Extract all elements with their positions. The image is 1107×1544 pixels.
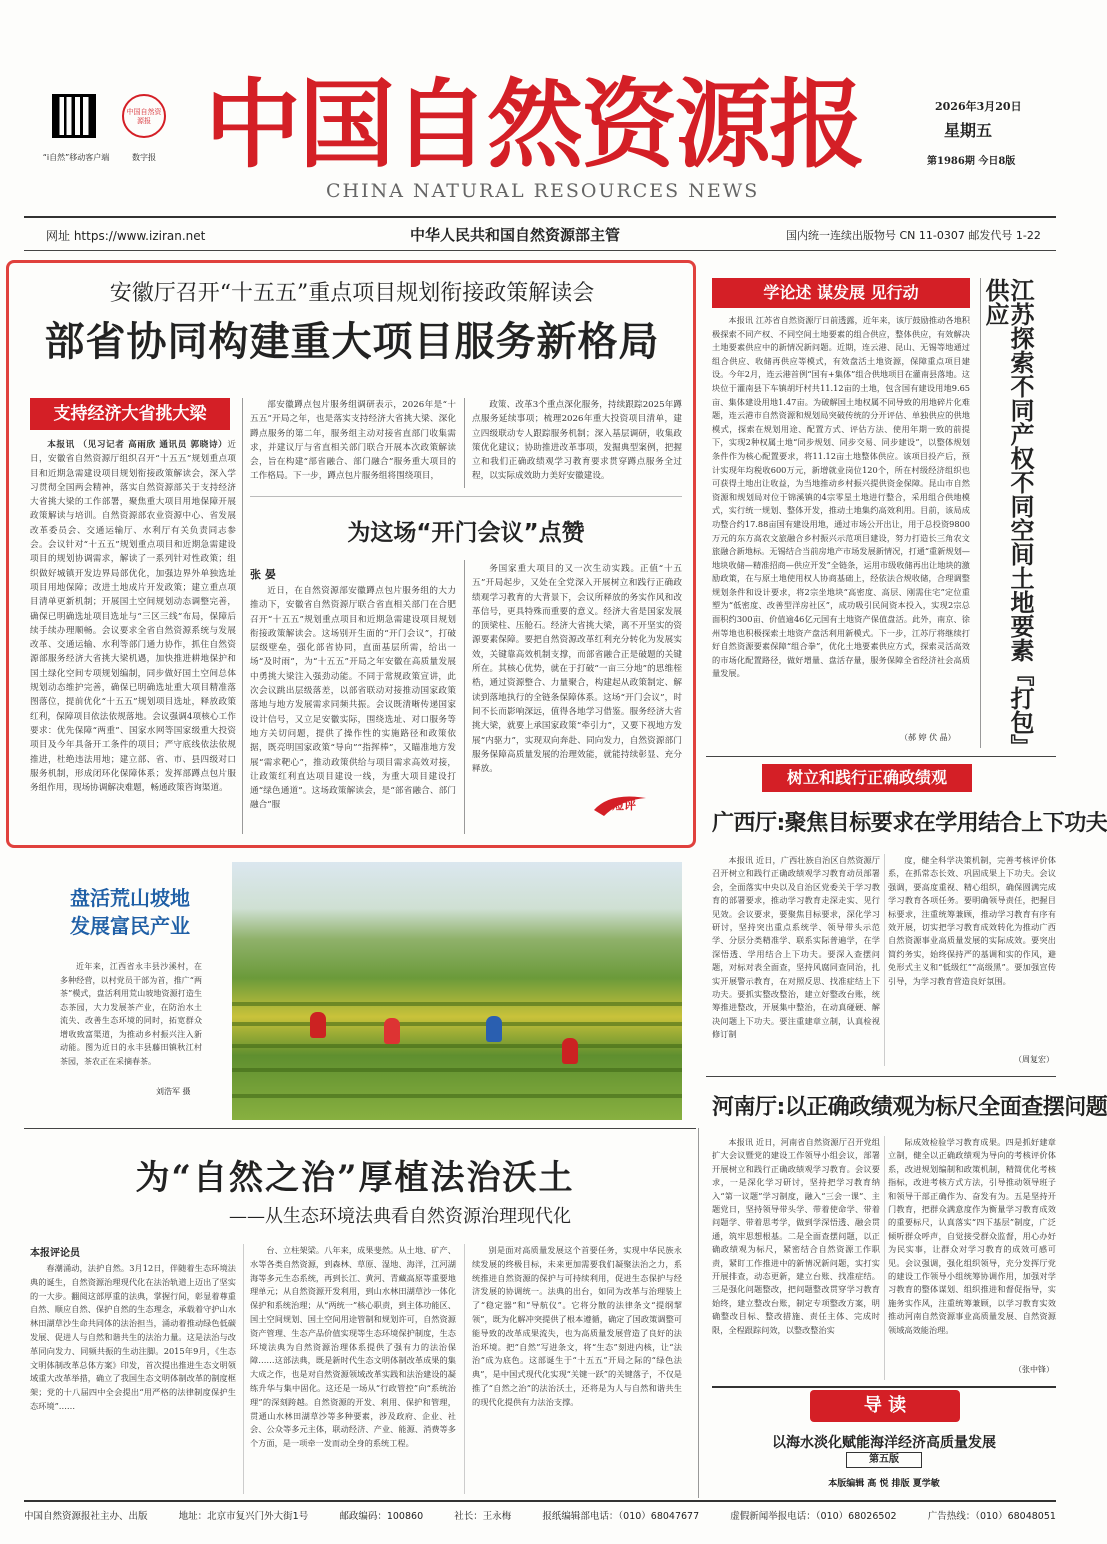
- feature-headline: 为“自然之治”厚植法治沃土: [135, 1158, 575, 1198]
- conduct-banner: 树立和践行正确政绩观: [762, 764, 972, 792]
- lead-kicker: 安徽厅召开“十五五”重点项目规划衔接政策解读会: [109, 281, 595, 306]
- badge-label: 短评: [612, 798, 637, 812]
- commentary-column-1: [250, 584, 456, 828]
- commentary-badge: [590, 788, 650, 822]
- henan-headline: 河南厅:以正确政绩观为标尺全面查摆问题: [712, 1095, 1107, 1120]
- feature-column-2: [250, 1244, 456, 1492]
- lead-headline: 部省协同构建重大项目服务新格局: [44, 319, 660, 365]
- tea-picker: [384, 1018, 400, 1044]
- commentary-text-2: 务国家重大项目的又一次生动实践。正值“十五五”开局起步，又处在全党深入开展树立和践行正确政绩观学习教育的大背景下，会议所释放的务实作风和改革信号，更具特殊而重要的意义。经济大省是国家发展的顶梁柱、压舱石。经济大省挑大梁，离不开坚实的资源要素保障。要把自然资源改革红利充分转化为发展实效，关键靠高效机制支撑，而部省融合正是破题的关键所在。其核心优势，就在于打破“一亩三分地”的思维桎梏，通过资源整合、力量聚合，构建起从政策制定、解读到落地执行的全链条保障体系。这场“开门会议”，时间不长而影响深远，值得各地学习借鉴。服务经济大省挑大梁，就要上承国家政策“牵引力”，又要下视地方发展“内驱力”，实现双向奔赴、同向发力，自然资源部门服务保障高质量发展的治理效能，就能持续彰显、充分释放。: [472, 564, 682, 775]
- footer-ad-phone: 广告热线：（010）68048051: [927, 1511, 1056, 1522]
- newspaper-title: 中国自然资源报: [205, 68, 863, 181]
- lead-column-2: [250, 398, 456, 488]
- seal-label: 数字报: [132, 153, 156, 162]
- henan-text-1: 本报讯 近日，河南省自然资源厅召开党组扩大会议暨党的建设工作领导小组会议，部署开展树立和践行正确政绩观学习教育。会议要求，一是深化学习研讨，坚持把学习教育纳入“第一议题”学习制度，融入“三会一课”、主题党日，坚持领导带头学、带着使命学、带着问题学、带着思考学，做到学深悟透、融会贯通，筑牢思想根基。二是全面查摆问题，以正确政绩观为标尺，紧密结合自然资源工作职责，紧盯工作推进中的新情况新问题，实打实开展排查，动态更新，建立台账、找准症结。三是强化问题整改，把问题整改贯穿学习教育始终，建立整改台账，制定专项整改方案，明确整改目标、整改措施、责任主体、完成时限，全程跟踪问效，以整改整治实: [712, 1137, 880, 1335]
- feature-column-1: [30, 1262, 236, 1492]
- jiangsu-credit: （郝 婷 伏 晶）: [900, 733, 956, 742]
- footer-publisher: 中国自然资源报社主办、出版: [24, 1511, 148, 1522]
- guangxi-headline: 广西厅:聚焦目标要求在学用结合上下功夫: [712, 811, 1107, 836]
- english-title: CHINA NATURAL RESOURCES NEWS: [326, 180, 760, 202]
- commentary-author: 张 晏: [250, 568, 276, 581]
- photo-credit: 刘浩军 摄: [156, 1087, 191, 1096]
- guide-page: 第五版: [869, 1454, 899, 1465]
- tea-picker: [562, 1038, 578, 1064]
- feature-text-2: 台、立柱架梁。八年来，成果斐然。从土地、矿产、水等各类自然资源，到森林、草原、湿地、海洋，江河湖海等多元生态系统，再到长江、黄河、青藏高原等重要地理单元；从自然资源开发利用，到山水林田湖草沙一体化保护和系统治理；从“两统一”核心职责，到主体功能区、国土空间规划、国土空间用途管制和规划许可，自然资源资产管理、生态产品价值实现等生态环境保护制度，生态环境法典为自然资源治理体系提供了强有力的法治保障……这部法典，既是新时代生态文明体制改革成果的集大成之作，也是对自然资源领域改革实践和法治建设的凝练升华与集中固化。这还是一场从“行政管控”向“系统治理”的深刻跨越。自然资源的开发、利用、保护和管理，贯通山水林田湖草沙等多种要素，涉及政府、企业、社会、公众等多元主体，联动经济、产业、能源、消费等多个方面，是一项牵一发而动全身的系统工程。: [250, 1245, 456, 1449]
- right-banner: 学论述 谋发展 见行动: [712, 278, 970, 308]
- issue-date: 2026年3月20日: [935, 100, 1022, 113]
- guide-page-box[interactable]: [846, 1452, 922, 1468]
- photo-title-2: 发展富民产业: [70, 914, 190, 938]
- lead-text-1: 近日，安徽省自然资源厅组织召开“十五五”规划重点项目和近期急需建设项目规划衔接政策解读会，深入学习贯彻全国两会精神，落实自然资源部关于支持经济大省挑大梁的工作部署，聚焦重大项目用地保障开展政策解读与培训。自然资源部农业资源中心、省发展改革委员会、交通运输厅、水利厅有关负责同志参会。会议针对“十五五”规划重点项目和近期急需建设项目的规划协调需求，解读了一系列针对性政策；组织做好城镇开发边界局部优化，加强边界外单独选址项目用地保障；改进土地成片开发政策；建立重点项目清单更新机制；开展国土空间规划动态调整完善，确保已明确选址项目选址与“三区三线”布局，保障后续手续办理顺畅。会议要求全省自然资源系统与发展改革、交通运输、水利等部门通力协作，抓住自然资源部服务经济大省挑大梁机遇，加快推进耕地保护和国土绿化空间专项规划编制，同步做好国土空间总体规划动态维护完善，确保已明确选址重大项目精准落图落位，提前优化“十五五”规划项目选址，释放政策红利，保障项目依法依规落地。会议强调4项核心工作要求：优先保障“两重”、国家水网等国家级重大投资项目及今年具备开工条件的项目；严守底线依法依规推进，杜绝违法用地；建立部、省、市、县四级对口服务机制，形成闭环化保障体系；发挥部蹲点包片服务组作用，现场协调解决难题，畅通政策咨询渠道。: [30, 440, 236, 794]
- guangxi-text-2: 度，健全科学决策机制，完善考核评价体系，在抓常态长效、巩固成果上下功夫。会议强调，要高度重视、精心组织，确保圆满完成学习教育各项任务。要明确领导责任，把握目标要求，注重统筹兼顾，推动学习教育有序有效开展，切实把学习教育成效转化为推动广西自然资源事业高质量发展的实际成效。要突出简约务实，始终保持严的基调和实的作风，避免形式主义和“低级红”“高级黑”。要加强宣传引导，为学习教育营造良好氛围。: [888, 855, 1056, 986]
- guangxi-credit: （周复宏）: [1014, 1055, 1054, 1064]
- commentary-text-1: 近日，在自然资源部安徽蹲点包片服务组的大力推动下，安徽省自然资源厅联合省直相关部门在合肥召开“十五五”规划重点项目和近期急需建设项目规划衔接政策解读会。这场别开生面的“开门会议”，打破层级壁垒，强化部省协同，直面基层所需，给出一场“及时雨”，为“十五五”开局之年安徽在高质量发展中勇挑大梁注入强劲动能。不同于常规政策宣讲，此次会议跳出层级落差，以部省联动对接推动国家政策落地与地方发展需求同频共振。会议既清晰传递国家设计信号，又立足安徽实际，围绕选址、对口服务等地方关切问题，提供了操作性的实施路径和政策依据，既亮明国家政策“导向”“指挥棒”，又瞄准地方发展“需求靶心”，推动政策供给与项目需求高效对接，让政策红利直达项目建设一线，为重大项目建设打通“绿色通道”。这场政策解读会，是“部省融合、部门融合”服: [250, 586, 456, 811]
- lead-byline: 本报讯 （见习记者 高雨欣 通讯员 郭晓诗）: [47, 440, 228, 450]
- qr-code[interactable]: [52, 94, 96, 138]
- digital-edition-seal[interactable]: [122, 94, 166, 138]
- commentary-column-2: [472, 562, 682, 828]
- guide-label: 导 读: [810, 1390, 960, 1422]
- photo-caption-text: 近年来，江西省永丰县沙溪村，在多种经营，以村党员干部为首，推广“两茶”模式，盘活利用荒山坡地资源打造生态茶园，大力发展茶产业，在防治水土流失、改善生态环境的同时，拓宽群众增收致富渠道，为推动乡村振兴注入新动能。图为近日的永丰县藤田镇秋江村茶园，茶农正在采摘春茶。: [60, 962, 202, 1066]
- henan-column-2: [888, 1136, 1056, 1368]
- guangxi-column-2: [888, 854, 1056, 1054]
- website-url[interactable]: 网址 https://www.iziran.net: [46, 229, 206, 243]
- henan-credit: （张中锋）: [1014, 1365, 1054, 1374]
- footer-president: 社长：王永梅: [454, 1511, 512, 1522]
- seal-text: 中国自然资源报: [126, 108, 162, 125]
- section-label: 支持经济大省挑大梁: [30, 398, 230, 430]
- qr-label: “i自然”移动客户端: [42, 153, 110, 162]
- feature-text-1: 春潮涌动，法护自然。3月12日，伴随着生态环境法典的诞生，自然资源治理现代化在法治轨道上迈出了坚实的一大步。翻阅这部厚重的法典，掌握行间，彰显着尊重自然、顺应自然、保护自然的生态理念，承载着守护山水林田湖草沙生命共同体的法治担当，涌动着推动绿色低碳发展、促进人与自然和谐共生的法治力量。这是法治与改革同向发力、同频共振的生动注脚。2015年9月，《生态文明体制改革总体方案》印发，首次提出推进生态文明领域重大改革举措，确立了我国生态文明体制改革的制度框架；党的十八届四中全会提出“用严格的法律制度保护生态环境”……: [30, 1263, 236, 1411]
- issue-number: 第1986期 今日8版: [927, 156, 1016, 167]
- tea-picker: [310, 1012, 326, 1038]
- photo-title-1: 盘活荒山坡地: [70, 886, 190, 910]
- footer-postcode: 邮政编码：100860: [339, 1511, 424, 1522]
- tea-picker: [486, 1016, 502, 1042]
- feature-subhead: ——从生态环境法典看自然资源治理现代化: [229, 1206, 571, 1227]
- footer-report-phone: 虚假新闻举报电话：（010）68026502: [730, 1511, 897, 1522]
- feature-text-3: 别是面对高质量发展这个首要任务，实现中华民族永续发展的终极目标，未来更加需要我们凝聚法治之力，系统推进自然资源的保护与可持续利用，促进生态保护与经济发展的协调统一。法典的出台，如同为改革与治理装上了“稳定器”和“导航仪”。它将分散的法律条文“提纲挈领”，既为化解冲突提供了根本遵循，确定了国政策调整可能导致的改革成果流失，也为高质量发展营造了良好的法治环境。把“自然”写进条文，将“生态”刻进内核，让“法治”成为底色。这部诞生于“十五五”开局之际的“绿色法典”，是中国式现代化实现“关键一跃”的关键落子，不仅是推了“自然之治”的法治沃土，还将是为人与自然和谐共生的现代化提供有力法治支撑。: [472, 1245, 682, 1407]
- photo-caption: [60, 960, 202, 1080]
- footer-editorial-phone: 报纸编辑部电话：（010）68047677: [542, 1511, 700, 1522]
- guangxi-column-1: [712, 854, 880, 1070]
- sponsor: 中华人民共和国自然资源部主管: [410, 226, 621, 244]
- page-editors: 本版编辑 高 悦 排版 夏学敏: [828, 1479, 940, 1489]
- issue-weekday: 星期五: [944, 121, 993, 140]
- jiangsu-text: 本报讯 江苏省自然资源厅日前透露，近年来，该厅鼓励推动各地积极探索不同产权、不同空间土地要素的组合供应，整体供应，有效解决土地要素供应中的新情况新问题。近期，连云港、昆山、无锡等地通过组合供应、收储再供应等模式，有效盘活土地资源，保障重点项目建设。今年2月，连云港首例“国有+集体”组合供地项目在灌南县落地。这块位于灌南县下车镇胡圩村共11.12亩的土地，包含国有建设用地9.65亩、集体建设用地1.47亩。为破解国土地权属不同导致的用地碎片化难题，连云港市自然资源和规划局突破传统的分开评估、单独供应的供地模式，探索在规划用途、配置方式、评估方法、使用年期一致的前提下，实现2种权属土地“同步规划、同步交易、同步建设”，以整体规划条件作为核心配置要求，将11.12亩土地整体供应。该项目投产后，预计实现年均税收600万元，新增就业岗位120个，所在村级经济组织也可获得土地出让收益，为当地推动乡村振兴提供资金保障。昆山市自然资源和规划局对位于锦溪镇的4宗零星土地进行整合，采用组合供地模式，实行统一规划、整体开发，推动土地集约高效利用。目前，该局成功整合约17.88亩国有建设用地，通过市场公开出让，用于总投资9800万元的东方高农文旅融合乡村振兴示范项目建设，努力打造长三角农文旅融合新地标。无锡结合当前房地产市场发展新情况，打通“重新规划—地块收储—精准招商—供应开发”全链条，运用市级收储再出让地块的激励政策，在与原土地使用权人协商基础上，经依法合规收储，合理调整规划条件和设计要求，将2宗坐地块“高密度、高层、刚需住宅”定位重塑为“低密度、改善型洋房社区”，成功吸引民间资本投入，实现2宗总面积约300亩、价值逾46亿元国有土地资产保值盘活。此外，南京、徐州等地也积极探索土地资产盘活利用新模式。下一步，江苏厅将继续打好自然资源要素保障“组合拳”，优化土地要素供应方式，探索灵活高效的市场化配置路径，做好增量、盘活存量，服务保障全省经济社会高质量发展。: [712, 315, 970, 679]
- henan-text-2: 际成效检验学习教育成果。四是抓好建章立制，健全以正确政绩观为导向的考核评价体系，改进规划编制和政策机制，精简优化考核指标，改进考核方式方法，引导推动领导班子和领导干部正确作为、奋发有为。五是坚持开门教育，把群众满意度作为衡量学习教育成效的重要标尺，认真落实“四下基层”制度，广泛倾听群众呼声，自觉接受群众监督，用心办好为民实事，让群众对学习教育的成效可感可见。会议强调，强化组织领导，充分发挥厅党的建设工作领导小组统筹协调作用，加强对学习教育的整体谋划、组织推进和督促指导，实施务实作风，注重统筹兼顾，以学习教育实效推动河南自然资源事业高质量发展、自然资源领域高效能治理。: [888, 1137, 1056, 1335]
- jiangsu-article: [712, 314, 970, 730]
- footer-address: 地址：北京市复兴门外大街1号: [178, 1511, 309, 1522]
- commentary-title: 为这场“开门会议”点赞: [347, 520, 585, 546]
- henan-column-1: [712, 1136, 880, 1380]
- lead-text-2: 部安徽蹲点包片服务组调研表示，2026年是“十五五”开局之年，也是落实支持经济大省挑大梁、深化蹲点服务的第二年，服务组主动对接省直部门收集需求，并建议厅与省直相关部门联合开展本次政策解读会，旨在构建“部省融合、部门融合”服务重大项目的工作格局。下一步，蹲点包片服务组将围绕项目，: [250, 400, 456, 482]
- feature-byline: 本报评论员: [30, 1248, 80, 1259]
- guangxi-text-1: 本报讯 近日，广西壮族自治区自然资源厅召开树立和践行正确政绩观学习教育动员部署会，全面落实中央以及自治区党委关于学习教育的部署要求，推动学习教育走深走实、见行见效。会议要求，要聚焦目标要求，深化学习研讨，坚持突出重点系统学、领导带头示范学、分层分类精准学、联系实际普遍学，在学深悟透、学用结合上下功夫。要深入查摆问题，对标对表全面查，坚持风腐同查同治，扎实开展警示教育，在对照反思、找准症结上下功夫。要抓实整改整治，建立好整改台账，统筹推进整改，开展集中整治，在动真碰硬、解决问题上下功夫。要注重建章立制，认真检视修订制: [712, 855, 880, 1040]
- tea-garden-photo: [232, 862, 682, 1120]
- lead-column-3: [472, 398, 682, 488]
- lead-column-1: [30, 438, 236, 828]
- lead-text-3: 政策、改革3个重点深化服务，持续跟踪2025年蹲点服务延续事项；梳理2026年重大投资项目清单，建立四级联动专人跟踪服务机制；深入基层调研，收集政策优化建议；协助推进改革事项，发掘典型案例，把握立和我们正确政绩观学习教育要求贯穿蹲点服务全过程，以实际成效助力美好安徽建设。: [472, 400, 682, 482]
- feature-column-3: [472, 1244, 682, 1492]
- guide-item[interactable]: 以海水淡化赋能海洋经济高质量发展: [772, 1435, 996, 1451]
- jiangsu-vertical-title: 江苏探索不同产权不同空间土地要素『打包』供应: [981, 278, 1034, 746]
- cn-number: 国内统一连续出版物号 CN 11-0307 邮发代号 1-22: [786, 229, 1041, 242]
- footer-bar: [24, 1508, 1056, 1524]
